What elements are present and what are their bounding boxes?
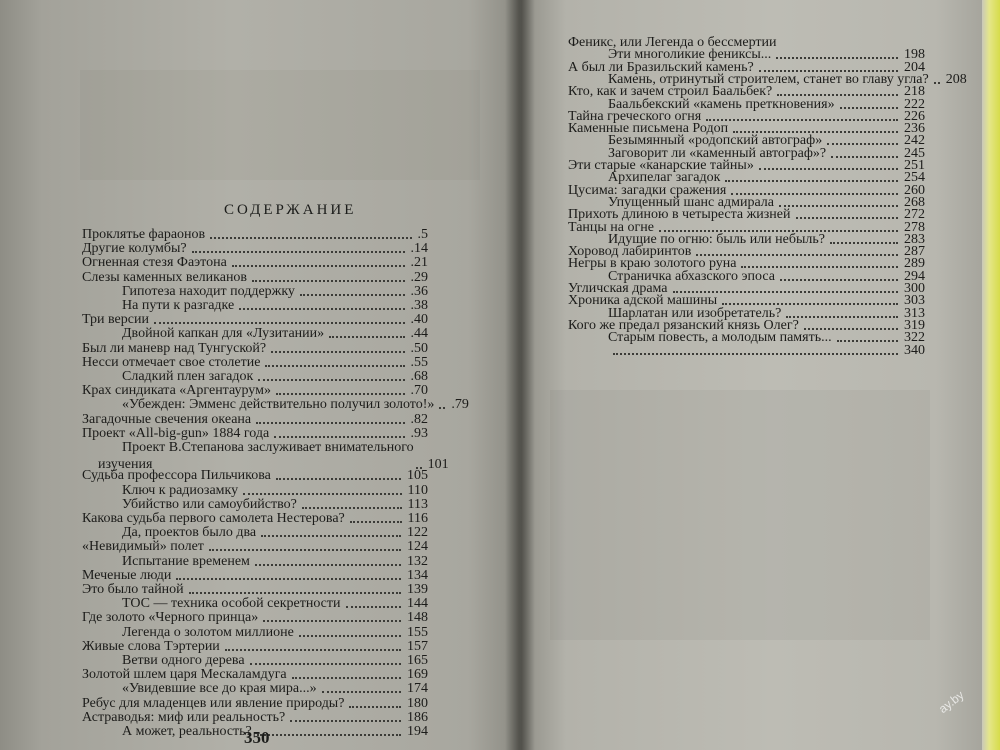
toc-entry-title: Живые слова Тэртерии <box>82 638 220 654</box>
toc-entry-page: 144 <box>407 596 428 612</box>
toc-entry-title: Цусима: загадки сражения <box>568 182 727 198</box>
toc-entry-title: Другие колумбы? <box>82 241 187 257</box>
page-number: 350 <box>244 728 270 747</box>
toc-entry-page: 319 <box>904 317 925 333</box>
watermark: ay.by <box>936 687 967 717</box>
toc-entry-title: Эти многоликие фениксы... <box>608 47 772 63</box>
toc-entry-title: Старым повесть, а молодым память... <box>608 330 832 346</box>
toc-entry-page: 110 <box>407 482 428 498</box>
toc-entry-title: А может, реальность? <box>122 724 252 739</box>
toc-entry-page: .21 <box>410 255 428 271</box>
toc-entry-page: 294 <box>904 268 925 284</box>
toc-entry-title: Ключ к радиозамку <box>122 482 239 498</box>
dot-leader <box>346 606 402 608</box>
dot-leader <box>243 493 401 495</box>
toc-entry-title: Легенда о золотом миллионе <box>122 624 294 640</box>
toc-entry-title: Феникс, или Легенда о бессмертии <box>568 35 777 50</box>
dot-leader <box>263 620 401 622</box>
dot-leader <box>350 521 402 523</box>
toc-entry-title: Упущенный шанс адмирала <box>608 194 774 210</box>
toc-entry-title: Идущие по огню: быль или небыль? <box>608 231 825 247</box>
dot-leader <box>329 336 404 338</box>
toc-entry <box>122 723 428 740</box>
dot-leader <box>276 393 405 395</box>
dot-leader <box>265 365 404 367</box>
toc-entry-page: .29 <box>410 269 428 285</box>
toc-entry-title: «Убежден: Эмменс действительно получил золото!» <box>122 397 435 413</box>
dot-leader <box>252 280 404 282</box>
toc-entry-title: А был ли Бразильский камень? <box>568 59 754 75</box>
toc-entry-title: На пути к разгадке <box>122 298 235 313</box>
toc-entry-title: Крах синдиката «Аргентаурум» <box>82 383 271 399</box>
toc-entry-page: 218 <box>904 84 925 100</box>
toc-entry-page: 283 <box>904 231 925 247</box>
toc-entry-title: Три версии <box>82 312 149 328</box>
toc-entry-page: 148 <box>407 610 428 626</box>
toc-entry-title: Хроника адской машины <box>568 293 718 309</box>
toc-entry-page: 105 <box>407 468 428 484</box>
dot-leader <box>292 677 401 679</box>
toc-entry-title: Двойной капкан для «Лузитании» <box>122 326 325 342</box>
bleed-through-shadow <box>550 390 930 640</box>
dot-leader <box>271 351 404 353</box>
toc-entry-title: Баальбекский «камень преткновения» <box>608 96 835 112</box>
dot-leader <box>261 535 401 537</box>
dot-leader <box>210 237 411 239</box>
toc-entry-page: 226 <box>904 108 925 124</box>
toc-entry-page: .44 <box>410 326 428 342</box>
toc-entry-page: 340 <box>904 342 925 358</box>
toc-entry-page: 165 <box>407 653 428 668</box>
toc-entry-page: 268 <box>904 194 925 210</box>
toc-entry-title: Негры в краю золотого руна <box>568 256 737 272</box>
toc-entry-page: 313 <box>904 305 925 321</box>
dot-leader <box>176 578 401 580</box>
toc-entry-page: .5 <box>417 227 428 242</box>
dot-leader <box>257 734 401 736</box>
toc-entry-page: 116 <box>407 511 428 526</box>
toc-entry-page: 174 <box>407 681 428 697</box>
toc-entry-page: .79 <box>451 397 469 413</box>
dot-leader <box>232 265 405 267</box>
dot-leader <box>349 706 401 708</box>
toc-entry-title: «Невидимый» полет <box>82 539 204 555</box>
dot-leader <box>300 294 405 296</box>
dot-leader <box>934 82 940 84</box>
toc-entry-title: «Увидевшие все до края мира...» <box>122 681 317 697</box>
toc-entry-title: Проект «All-big-gun» 1884 года <box>82 425 270 441</box>
toc-entry-page: 198 <box>904 47 925 63</box>
dot-leader <box>209 549 401 551</box>
toc-entry-title: Архипелаг загадок <box>608 170 721 186</box>
toc-entry-page: 254 <box>904 170 925 186</box>
dot-leader <box>613 353 898 355</box>
toc-entry-page: .50 <box>410 340 428 356</box>
toc-entry-title: Убийство или самоубийство? <box>122 496 297 512</box>
toc-entry-page: 242 <box>904 133 925 149</box>
toc-entry-page: 322 <box>904 330 925 346</box>
toc-entry-page: .93 <box>410 425 428 441</box>
dot-leader <box>302 507 402 509</box>
dot-leader <box>189 592 401 594</box>
toc-entry-page: .38 <box>410 298 428 313</box>
toc-entry-title: Судьба профессора Пильчикова <box>82 468 271 484</box>
toc-entry-page: 245 <box>904 145 925 161</box>
toc-entry-page: 251 <box>904 158 925 173</box>
toc-entry-page: 300 <box>904 281 925 296</box>
toc-entry-title: Меченые люди <box>82 567 172 583</box>
toc-entry-page: 204 <box>904 59 925 75</box>
toc-entry <box>608 342 925 359</box>
dot-leader <box>154 322 405 324</box>
toc-entry-title: Проклятье фараонов <box>82 227 206 242</box>
toc-entry-title: Сладкий плен загадок <box>122 369 254 384</box>
toc-entry-title: Хоровод лабиринтов <box>568 244 692 260</box>
toc-entry-page: 134 <box>407 567 428 583</box>
toc-entry-page: .14 <box>410 241 428 257</box>
toc-entry-page: 236 <box>904 121 925 137</box>
toc-entry-title: Безымянный «родопский автограф» <box>608 133 823 149</box>
toc-entry-page: .68 <box>410 369 428 384</box>
toc-entry-page: 272 <box>904 207 925 223</box>
dot-leader <box>258 379 404 381</box>
toc-entry-title: Да, проектов было два <box>122 525 257 541</box>
toc-entry-page: 139 <box>407 582 428 597</box>
dot-leader <box>192 251 405 253</box>
toc-entry-title: Золотой шлем царя Мескаламдуга <box>82 667 287 683</box>
toc-entry-page: .82 <box>410 411 428 427</box>
dot-leader <box>256 422 404 424</box>
toc-entry-page: 122 <box>407 525 428 541</box>
toc-entry-title: Камень, отринутый строителем, станет во главу угла? <box>608 71 929 87</box>
toc-entry-title: Заговорит ли «каменный автограф»? <box>608 145 827 161</box>
toc-entry-page: 208 <box>945 71 967 87</box>
dot-leader <box>276 478 401 480</box>
page-edge <box>982 0 1000 750</box>
toc-entry-page: 101 <box>427 457 449 472</box>
book-gutter <box>505 0 535 750</box>
toc-entry-page: 132 <box>407 553 428 569</box>
toc-entry-page: .55 <box>410 354 428 370</box>
toc-entry-title: Кого же предал рязанский князь Олег? <box>568 317 799 333</box>
toc-entry-title: Танцы на огне <box>568 219 654 235</box>
dot-leader <box>239 308 404 310</box>
toc-entry-title: Эти старые «канарские тайны» <box>568 158 754 173</box>
toc-entry-title: Астраводья: миф или реальность? <box>82 709 286 725</box>
toc-entry-page: 180 <box>407 695 428 711</box>
toc-entry-title: Прихоть длиною в четыреста жизней <box>568 207 791 223</box>
toc-entry-page: 303 <box>904 293 925 309</box>
toc-entry-title: Какова судьба первого самолета Нестерова? <box>82 511 345 526</box>
toc-entry-page: 287 <box>904 244 925 260</box>
toc-entry-title: Это было тайной <box>82 582 184 597</box>
dot-leader <box>299 635 401 637</box>
bleed-through-shadow <box>80 70 480 180</box>
toc-entry-page: 186 <box>407 709 428 725</box>
page-title: СОДЕРЖАНИЕ <box>224 202 357 218</box>
toc-entry-page: 157 <box>407 638 428 654</box>
right-page <box>520 0 982 750</box>
toc-entry-title: Проект В.Степанова заслуживает внимательного <box>122 440 414 455</box>
toc-entry-page: .36 <box>410 283 428 299</box>
toc-entry-page: 260 <box>904 182 925 198</box>
toc-entry-page: 155 <box>407 624 428 640</box>
toc-entry-title-continued: изучения <box>98 457 153 472</box>
toc-entry-title: Шарлатан или изобретатель? <box>608 305 782 321</box>
toc-entry-page: 289 <box>904 256 925 272</box>
toc-entry-title: Ребус для младенцев или явление природы? <box>82 695 345 711</box>
toc-entry-title: Испытание временем <box>122 553 250 569</box>
toc-entry-title: Где золото «Черного принца» <box>82 610 259 626</box>
toc-entry-title: Каменные письмена Родоп <box>568 121 729 137</box>
toc-entry-title: Гипотеза находит поддержку <box>122 283 295 299</box>
dot-leader <box>322 691 401 693</box>
dot-leader <box>225 649 401 651</box>
toc-entry-title: Страничка абхазского эпоса <box>608 268 775 284</box>
toc-entry-title: Кто, как и зачем строил Баальбек? <box>568 84 773 100</box>
dot-leader <box>274 436 404 438</box>
dot-leader <box>439 407 445 409</box>
toc-entry-page: .40 <box>410 312 428 328</box>
dot-leader <box>290 720 401 722</box>
toc-entry-title: ТОС — техника особой секретности <box>122 596 341 612</box>
dot-leader <box>255 564 401 566</box>
toc-entry-page: 278 <box>904 219 925 235</box>
toc-entry-page: .70 <box>410 383 428 399</box>
toc-entry-page: 124 <box>407 539 428 555</box>
toc-entry-page: 194 <box>407 724 428 739</box>
toc-entry-title: Загадочные свечения океана <box>82 411 252 427</box>
toc-entry-title: Несси отмечает свое столетие <box>82 354 261 370</box>
toc-entry-title: Угличская драма <box>568 281 668 296</box>
toc-entry-title: Слезы каменных великанов <box>82 269 248 285</box>
toc-entry-title: Ветви одного дерева <box>122 653 245 668</box>
toc-entry-page: 222 <box>904 96 925 112</box>
toc-entry-title: Был ли маневр над Тунгуской? <box>82 340 267 356</box>
toc-entry-title: Огненная стезя Фаэтона <box>82 255 227 271</box>
toc-entry-title: Тайна греческого огня <box>568 108 702 124</box>
dot-leader <box>250 663 401 665</box>
toc-entry-page: 169 <box>407 667 428 683</box>
toc-entry-page: 113 <box>407 496 428 512</box>
